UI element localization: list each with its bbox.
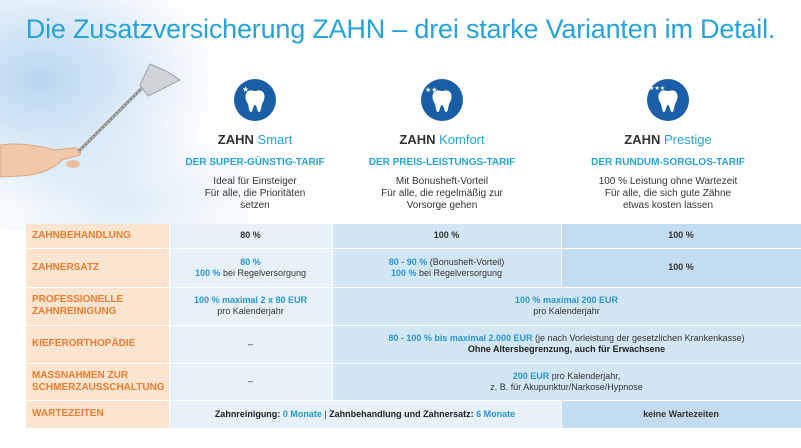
plan-tagline: DER RUNDUM-SORGLOS-TARIF bbox=[591, 157, 745, 168]
plan-description: 100 % Leistung ohne Wartezeit Für alle, die sich gute Zähne etwas kosten lassen bbox=[598, 176, 738, 211]
row-label: ZAHNERSATZ bbox=[26, 248, 169, 287]
cell-smart: 100 % maximal 2 x 80 EUR pro Kalenderjahr bbox=[169, 287, 332, 325]
cell-smart: – bbox=[169, 363, 332, 400]
plan-name: ZAHN Prestige bbox=[624, 132, 712, 147]
row-label: KIEFERORTHOPÄDIE bbox=[26, 325, 169, 363]
row-label: PROFESSIONELLE ZAHNREINIGUNG bbox=[26, 287, 169, 325]
page-title: Die Zusatzversicherung ZAHN – drei starke Varianten im Detail. bbox=[25, 14, 776, 44]
cell-komfort: 100 % bbox=[332, 224, 561, 248]
tooth-with-stars-icon bbox=[646, 78, 690, 122]
plan-name: ZAHN Smart bbox=[217, 132, 293, 147]
row-label: WARTEZEITEN bbox=[26, 400, 169, 428]
plan-tagline: DER SUPER-GÜNSTIG-TARIF bbox=[185, 157, 325, 168]
cell-smart: – bbox=[169, 325, 332, 363]
plan-tagline: DER PREIS-LEISTUNGS-TARIF bbox=[368, 157, 516, 168]
table-row bbox=[26, 325, 801, 363]
cell-prestige: keine Wartezeiten bbox=[561, 400, 801, 428]
plan-smart bbox=[160, 78, 350, 212]
tooth-with-stars-icon bbox=[233, 78, 277, 122]
cell-smart: 80 % 100 % bei Regelversorgung bbox=[169, 248, 332, 287]
svg-text:★★: ★★ bbox=[425, 86, 438, 94]
plan-komfort bbox=[347, 78, 537, 212]
table-row bbox=[26, 224, 801, 248]
plan-name: ZAHN Komfort bbox=[399, 132, 485, 147]
table-row bbox=[26, 287, 801, 325]
plan-prestige bbox=[573, 78, 763, 212]
cell-komfort: 80 - 90 % (Bonusheft-Vorteil) 100 % bei Regelversorgung bbox=[332, 248, 561, 287]
row-label: MASSNAHMEN ZUR SCHMERZAUSSCHALTUNG bbox=[26, 363, 169, 400]
cell-komfort-prestige: 200 EUR pro Kalenderjahr, z. B. für Akupunktur/Narkose/Hypnose bbox=[332, 363, 801, 400]
tooth-with-stars-icon bbox=[420, 78, 464, 122]
cell-smart: 80 % bbox=[169, 224, 332, 248]
cell-prestige: 100 % bbox=[561, 224, 801, 248]
svg-text:★: ★ bbox=[242, 85, 250, 94]
table-row bbox=[26, 400, 801, 428]
plan-description: Mit Bonusheft-Vorteil Für alle, die regelmäßig zur Vorsorge gehen bbox=[381, 176, 503, 211]
cell-smart-komfort: Zahnreinigung: 0 Monate | Zahnbehandlung und Zahnersatz: 6 Monate bbox=[169, 400, 561, 428]
svg-text:★★★: ★★★ bbox=[649, 85, 666, 92]
cell-komfort-prestige: 80 - 100 % bis maximal 2.000 EUR (je nach Vorleistung der gesetzlichen Krankenkasse) Ohne Altersbegrenzung, auch für Erwachsene bbox=[332, 325, 801, 363]
table-row bbox=[26, 363, 801, 400]
cell-komfort-prestige: 100 % maximal 200 EUR pro Kalenderjahr bbox=[332, 287, 801, 325]
table-row bbox=[26, 248, 801, 287]
cell-prestige: 100 % bbox=[561, 248, 801, 287]
comparison-table bbox=[26, 224, 801, 429]
row-label: ZAHNBEHANDLUNG bbox=[26, 224, 169, 248]
plan-description: Ideal für Einsteiger Für alle, die Prioritäten setzen bbox=[204, 176, 306, 211]
